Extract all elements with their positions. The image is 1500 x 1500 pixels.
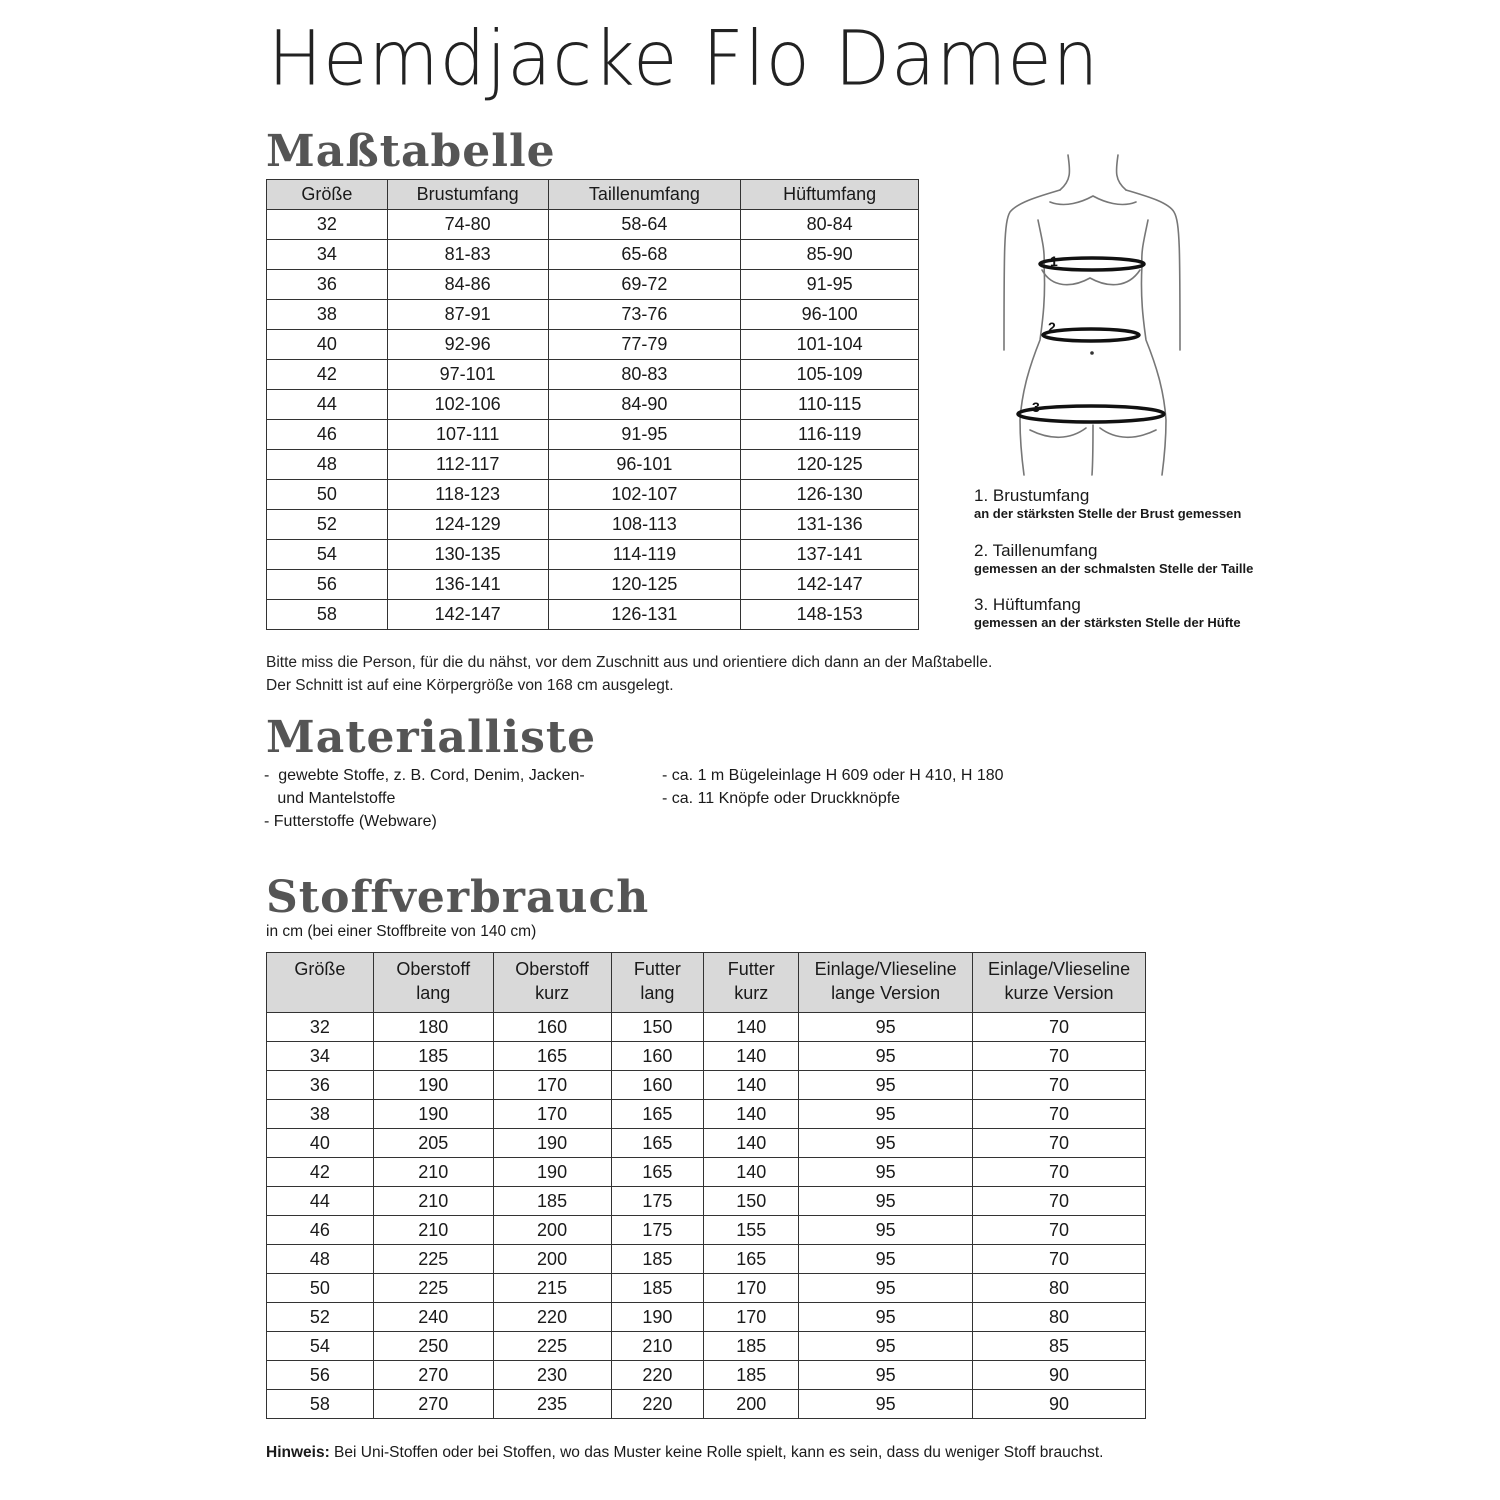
- fabric-table-header-line: kurze Version: [1004, 983, 1114, 1003]
- fabric-table-cell: 190: [493, 1158, 611, 1187]
- legend-item: [974, 594, 1241, 631]
- fabric-table-cell: 56: [267, 1361, 374, 1390]
- fabric-table-cell: 140: [704, 1158, 799, 1187]
- size-table-header-row: [267, 180, 919, 210]
- fabric-table-cell: 70: [973, 1071, 1146, 1100]
- fabric-table-cell: 250: [373, 1332, 493, 1361]
- size-table-cell: 130-135: [387, 540, 548, 570]
- size-table-cell: 84-86: [387, 270, 548, 300]
- fabric-table-cell: 140: [704, 1100, 799, 1129]
- size-table-cell: 105-109: [741, 360, 919, 390]
- fabric-table-cell: 240: [373, 1303, 493, 1332]
- hint-label: Hinweis:: [266, 1444, 330, 1461]
- fabric-table-cell: 140: [704, 1013, 799, 1042]
- size-table-cell: 42: [267, 360, 388, 390]
- size-table-cell: 126-131: [548, 600, 741, 630]
- fabric-table-header: [799, 953, 973, 1013]
- fabric-table-cell: 38: [267, 1100, 374, 1129]
- fabric-table-cell: 95: [799, 1129, 973, 1158]
- fabric-table-cell: 58: [267, 1390, 374, 1419]
- fabric-table-cell: 230: [493, 1361, 611, 1390]
- fabric-table-cell: 95: [799, 1332, 973, 1361]
- size-table-row: [267, 570, 919, 600]
- size-table-cell: 110-115: [741, 390, 919, 420]
- fabric-table-header-line: Einlage/Vlieseline: [987, 959, 1131, 979]
- fabric-table-cell: 165: [704, 1245, 799, 1274]
- size-table-cell: 112-117: [387, 450, 548, 480]
- fabric-table-cell: 140: [704, 1042, 799, 1071]
- fabric-table-cell: 52: [267, 1303, 374, 1332]
- size-table-cell: 84-90: [548, 390, 741, 420]
- fabric-table-row: [267, 1158, 1146, 1187]
- fabric-table-cell: 140: [704, 1129, 799, 1158]
- fabric-table-cell: 225: [373, 1274, 493, 1303]
- fabric-table-cell: 185: [704, 1361, 799, 1390]
- fabric-table-cell: 70: [973, 1100, 1146, 1129]
- size-table: [266, 179, 919, 630]
- fabric-usage-table: [266, 952, 1146, 1419]
- fabric-table-cell: 95: [799, 1042, 973, 1071]
- legend-title: 2. Taillenumfang: [974, 541, 1098, 560]
- fabric-table-cell: 95: [799, 1245, 973, 1274]
- size-table-cell: 137-141: [741, 540, 919, 570]
- fabric-table-cell: 140: [704, 1071, 799, 1100]
- fabric-table-cell: 42: [267, 1158, 374, 1187]
- fabric-table-cell: 190: [493, 1129, 611, 1158]
- size-table-cell: 65-68: [548, 240, 741, 270]
- fabric-table-cell: 165: [611, 1158, 704, 1187]
- material-item: - ca. 1 m Bügeleinlage H 609 oder H 410, H 180: [662, 767, 1004, 784]
- fabric-table-cell: 185: [704, 1332, 799, 1361]
- fabric-table-cell: 165: [493, 1042, 611, 1071]
- size-table-row: [267, 420, 919, 450]
- fabric-table-header-line: lang: [640, 983, 675, 1003]
- fabric-table-cell: 185: [611, 1274, 704, 1303]
- fabric-table-cell: 70: [973, 1187, 1146, 1216]
- material-item: - Futterstoffe (Webware): [264, 813, 437, 830]
- legend-item: [974, 540, 1253, 577]
- fabric-table-row: [267, 1042, 1146, 1071]
- fabric-table-cell: 34: [267, 1042, 374, 1071]
- size-table-header: Taillenumfang: [548, 180, 741, 210]
- fabric-table-cell: 200: [493, 1245, 611, 1274]
- fabric-table-cell: 54: [267, 1332, 374, 1361]
- fabric-table-row: [267, 1245, 1146, 1274]
- size-table-cell: 142-147: [741, 570, 919, 600]
- fabric-table-header: [373, 953, 493, 1013]
- size-note-line: Der Schnitt ist auf eine Körpergröße von 168 cm ausgelegt.: [266, 677, 674, 694]
- fabric-table-header: [704, 953, 799, 1013]
- fabric-table-cell: 170: [704, 1303, 799, 1332]
- fabric-table-row: [267, 1332, 1146, 1361]
- size-table-cell: 85-90: [741, 240, 919, 270]
- fabric-table-cell: 210: [373, 1187, 493, 1216]
- size-table-cell: 124-129: [387, 510, 548, 540]
- fabric-table-cell: 220: [611, 1361, 704, 1390]
- fabric-table-cell: 165: [611, 1129, 704, 1158]
- size-table-cell: 114-119: [548, 540, 741, 570]
- material-list-right: [662, 764, 1082, 810]
- fabric-table-cell: 150: [704, 1187, 799, 1216]
- fabric-table-header: [267, 953, 374, 1013]
- fabric-table-row: [267, 1100, 1146, 1129]
- fabric-table-header-line: kurz: [734, 983, 769, 1003]
- fabric-table-cell: 270: [373, 1361, 493, 1390]
- fabric-table-cell: 46: [267, 1216, 374, 1245]
- size-table-row: [267, 240, 919, 270]
- fabric-table-cell: 95: [799, 1274, 973, 1303]
- fabric-table-cell: 175: [611, 1187, 704, 1216]
- size-table-cell: 120-125: [741, 450, 919, 480]
- size-table-cell: 136-141: [387, 570, 548, 600]
- size-table-cell: 46: [267, 420, 388, 450]
- size-table-header: Brustumfang: [387, 180, 548, 210]
- fabric-table-cell: 210: [373, 1158, 493, 1187]
- fabric-table-header-line: Größe: [294, 959, 346, 979]
- fabric-table-row: [267, 1361, 1146, 1390]
- fabric-table-cell: 85: [973, 1332, 1146, 1361]
- fabric-table-cell: 160: [611, 1071, 704, 1100]
- size-table-cell: 91-95: [548, 420, 741, 450]
- size-table-cell: 107-111: [387, 420, 548, 450]
- material-item: - gewebte Stoffe, z. B. Cord, Denim, Jacken-: [264, 767, 585, 784]
- size-table-cell: 116-119: [741, 420, 919, 450]
- size-table-cell: 118-123: [387, 480, 548, 510]
- hint-text: Bei Uni-Stoffen oder bei Stoffen, wo das Muster keine Rolle spielt, kann es sein, dass du weniger Stoff brauchst.: [329, 1444, 1104, 1461]
- fabric-table-header-line: Einlage/Vlieseline: [814, 959, 957, 979]
- legend-title: 3. Hüftumfang: [974, 595, 1081, 614]
- page-title: Hemdjacke Flo Damen: [268, 13, 1100, 103]
- size-table-cell: 120-125: [548, 570, 741, 600]
- fabric-table-cell: 40: [267, 1129, 374, 1158]
- fabric-table-cell: 165: [611, 1100, 704, 1129]
- fabric-table-header: [493, 953, 611, 1013]
- fabric-table-header-line: lang: [416, 983, 451, 1003]
- fabric-table-row: [267, 1303, 1146, 1332]
- size-table-row: [267, 210, 919, 240]
- size-table-cell: 50: [267, 480, 388, 510]
- material-list-heading: Materialliste: [266, 712, 597, 763]
- fabric-table-cell: 185: [373, 1042, 493, 1071]
- size-table-cell: 52: [267, 510, 388, 540]
- size-table-cell: 34: [267, 240, 388, 270]
- size-table-cell: 58-64: [548, 210, 741, 240]
- size-table-row: [267, 480, 919, 510]
- fabric-table-cell: 70: [973, 1013, 1146, 1042]
- fabric-table-header-line: Futter: [727, 959, 775, 979]
- size-table-cell: 44: [267, 390, 388, 420]
- material-list-left: [264, 764, 624, 833]
- size-table-header: Größe: [267, 180, 388, 210]
- fabric-table-row: [267, 1071, 1146, 1100]
- size-table-cell: 87-91: [387, 300, 548, 330]
- fabric-table-cell: 70: [973, 1245, 1146, 1274]
- fabric-table-cell: 175: [611, 1216, 704, 1245]
- size-table-cell: 56: [267, 570, 388, 600]
- size-table-row: [267, 600, 919, 630]
- legend-title: 1. Brustumfang: [974, 486, 1090, 505]
- legend-description: gemessen an der schmalsten Stelle der Taille: [974, 561, 1254, 576]
- fabric-table-cell: 235: [493, 1390, 611, 1419]
- size-table-cell: 81-83: [387, 240, 548, 270]
- marker-label: 1: [1050, 253, 1058, 269]
- fabric-table-cell: 70: [973, 1216, 1146, 1245]
- fabric-table-header: [611, 953, 704, 1013]
- fabric-table-cell: 70: [973, 1042, 1146, 1071]
- size-table-row: [267, 540, 919, 570]
- fabric-table-cell: 155: [704, 1216, 799, 1245]
- fabric-table-row: [267, 1187, 1146, 1216]
- size-table-row: [267, 330, 919, 360]
- size-table-row: [267, 270, 919, 300]
- size-table-header: Hüftumfang: [741, 180, 919, 210]
- fabric-table-cell: 95: [799, 1303, 973, 1332]
- legend-item: [974, 485, 1241, 522]
- fabric-table-cell: 210: [611, 1332, 704, 1361]
- fabric-table-header-row: [267, 953, 1146, 1013]
- size-table-cell: 102-107: [548, 480, 741, 510]
- size-table-cell: 91-95: [741, 270, 919, 300]
- fabric-table-cell: 80: [973, 1274, 1146, 1303]
- size-table-cell: 80-84: [741, 210, 919, 240]
- size-table-cell: 92-96: [387, 330, 548, 360]
- fabric-table-cell: 270: [373, 1390, 493, 1419]
- size-table-cell: 97-101: [387, 360, 548, 390]
- fabric-table-cell: 90: [973, 1361, 1146, 1390]
- marker-label: 3: [1032, 399, 1040, 415]
- fabric-table-header-line: Oberstoff: [396, 959, 471, 979]
- fabric-table-cell: 170: [493, 1071, 611, 1100]
- fabric-table-cell: 190: [611, 1303, 704, 1332]
- size-table-cell: 80-83: [548, 360, 741, 390]
- fabric-table-cell: 95: [799, 1071, 973, 1100]
- marker-label: 2: [1048, 319, 1056, 335]
- fabric-table-header-line: lange Version: [831, 983, 941, 1003]
- size-table-cell: 74-80: [387, 210, 548, 240]
- size-table-row: [267, 390, 919, 420]
- material-item: und Mantelstoffe: [264, 790, 396, 807]
- fabric-table-cell: 95: [799, 1390, 973, 1419]
- legend-description: an der stärksten Stelle der Brust gemessen: [974, 506, 1242, 521]
- fabric-table-row: [267, 1216, 1146, 1245]
- fabric-table-row: [267, 1013, 1146, 1042]
- size-table-cell: 148-153: [741, 600, 919, 630]
- fabric-table-cell: 95: [799, 1361, 973, 1390]
- fabric-table-cell: 220: [493, 1303, 611, 1332]
- size-table-cell: 131-136: [741, 510, 919, 540]
- size-table-cell: 32: [267, 210, 388, 240]
- fabric-table-cell: 220: [611, 1390, 704, 1419]
- size-table-cell: 126-130: [741, 480, 919, 510]
- fabric-table-cell: 95: [799, 1158, 973, 1187]
- size-table-row: [267, 450, 919, 480]
- fabric-table-cell: 215: [493, 1274, 611, 1303]
- size-note-line: Bitte miss die Person, für die du nähst, vor dem Zuschnitt aus und orientiere dich dann an der Maßtabelle.: [266, 654, 993, 671]
- size-table-cell: 142-147: [387, 600, 548, 630]
- fabric-table-cell: 160: [493, 1013, 611, 1042]
- fabric-table-cell: 225: [493, 1332, 611, 1361]
- hint-note: [266, 1444, 1103, 1462]
- fabric-table-cell: 190: [373, 1100, 493, 1129]
- size-table-cell: 69-72: [548, 270, 741, 300]
- fabric-table-row: [267, 1274, 1146, 1303]
- fabric-table-cell: 205: [373, 1129, 493, 1158]
- size-table-row: [267, 510, 919, 540]
- size-note: [266, 651, 992, 697]
- size-table-cell: 108-113: [548, 510, 741, 540]
- fabric-table-cell: 95: [799, 1100, 973, 1129]
- fabric-table-cell: 170: [493, 1100, 611, 1129]
- material-item: - ca. 11 Knöpfe oder Druckknöpfe: [662, 790, 901, 807]
- size-table-cell: 96-100: [741, 300, 919, 330]
- fabric-table-cell: 200: [704, 1390, 799, 1419]
- size-table-cell: 102-106: [387, 390, 548, 420]
- size-table-cell: 58: [267, 600, 388, 630]
- fabric-table-cell: 210: [373, 1216, 493, 1245]
- fabric-table-header-line: Futter: [633, 959, 681, 979]
- fabric-table-cell: 32: [267, 1013, 374, 1042]
- fabric-table-cell: 95: [799, 1216, 973, 1245]
- size-table-cell: 54: [267, 540, 388, 570]
- legend-description: gemessen an der stärksten Stelle der Hüfte: [974, 615, 1241, 630]
- size-table-cell: 77-79: [548, 330, 741, 360]
- fabric-table-cell: 200: [493, 1216, 611, 1245]
- fabric-table-row: [267, 1129, 1146, 1158]
- fabric-table-cell: 95: [799, 1013, 973, 1042]
- fabric-table-cell: 150: [611, 1013, 704, 1042]
- fabric-usage-subtitle: in cm (bei einer Stoffbreite von 140 cm): [266, 923, 537, 940]
- fabric-table-cell: 185: [611, 1245, 704, 1274]
- fabric-table-row: [267, 1390, 1146, 1419]
- fabric-table-cell: 190: [373, 1071, 493, 1100]
- body-measurement-figure: [990, 150, 1190, 480]
- fabric-table-cell: 160: [611, 1042, 704, 1071]
- size-table-cell: 96-101: [548, 450, 741, 480]
- size-table-cell: 101-104: [741, 330, 919, 360]
- fabric-table-header-line: Oberstoff: [515, 959, 589, 979]
- fabric-table-cell: 180: [373, 1013, 493, 1042]
- fabric-table-header-line: kurz: [535, 983, 570, 1003]
- fabric-table-cell: 36: [267, 1071, 374, 1100]
- fabric-table-cell: 90: [973, 1390, 1146, 1419]
- size-table-row: [267, 360, 919, 390]
- size-table-cell: 40: [267, 330, 388, 360]
- size-table-cell: 73-76: [548, 300, 741, 330]
- fabric-table-cell: 48: [267, 1245, 374, 1274]
- size-table-cell: 48: [267, 450, 388, 480]
- fabric-table-cell: 70: [973, 1129, 1146, 1158]
- fabric-table-cell: 170: [704, 1274, 799, 1303]
- fabric-table-cell: 225: [373, 1245, 493, 1274]
- fabric-table-cell: 80: [973, 1303, 1146, 1332]
- size-table-cell: 38: [267, 300, 388, 330]
- fabric-table-cell: 95: [799, 1187, 973, 1216]
- size-table-row: [267, 300, 919, 330]
- fabric-table-cell: 44: [267, 1187, 374, 1216]
- fabric-usage-heading: Stoffverbrauch: [266, 872, 650, 923]
- fabric-table-header: [973, 953, 1146, 1013]
- fabric-table-cell: 185: [493, 1187, 611, 1216]
- size-table-heading: Maßtabelle: [266, 126, 556, 177]
- fabric-table-cell: 50: [267, 1274, 374, 1303]
- size-table-cell: 36: [267, 270, 388, 300]
- fabric-table-cell: 70: [973, 1158, 1146, 1187]
